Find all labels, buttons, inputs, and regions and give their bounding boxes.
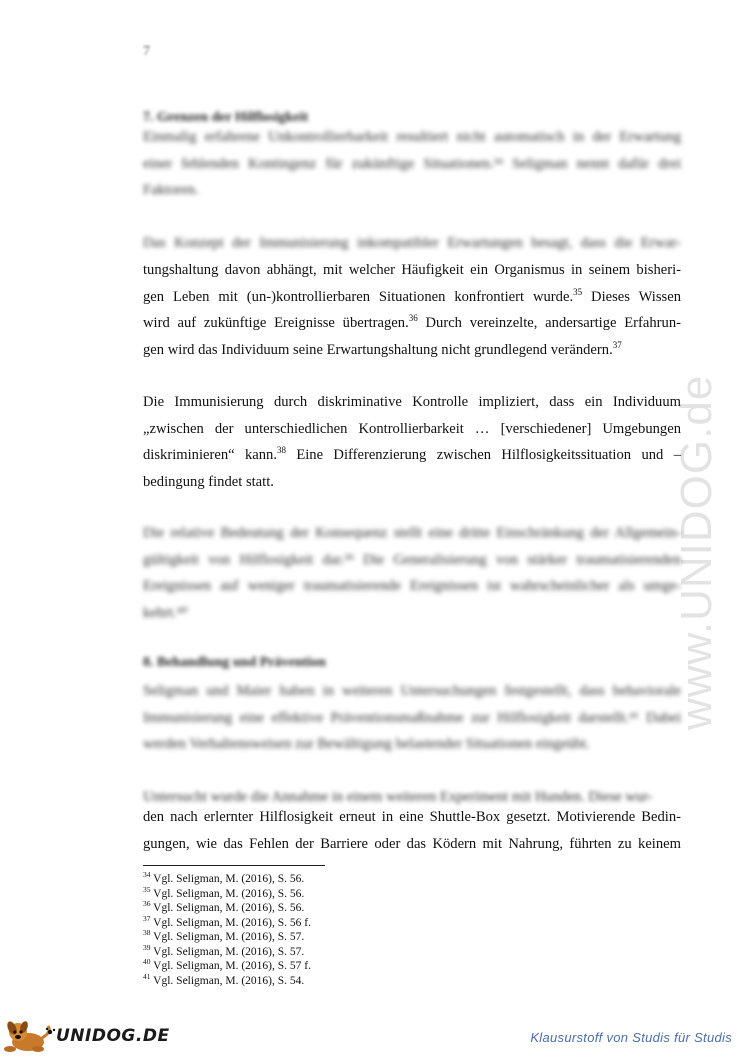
text-line: Faktoren. — [143, 182, 199, 198]
text-line: Die Immunisierung durch diskriminative Kontrolle impliziert, dass ein Individuum — [143, 394, 681, 410]
footnote-ref-35[interactable]: 35 — [573, 286, 583, 297]
page-number: 7 — [143, 44, 150, 59]
footnote-divider — [143, 865, 325, 866]
text-line: Immunisierung eine effektive Präventionsmaßnahme zur Hilflosigkeit darstellt.⁴¹ Dabei — [143, 709, 681, 726]
footnote-text: Vgl. Seligman, M. (2016), S. 57. — [150, 931, 305, 943]
dog-mascot-icon — [4, 1020, 49, 1052]
footnote-text: Vgl. Seligman, M. (2016), S. 56. — [150, 873, 305, 885]
text-line: Ereignissen auf weniger traumatisierende Ereignissen ist wahrscheinlicher als umge- — [143, 578, 681, 594]
footnote — [143, 884, 311, 902]
footnote-text: Vgl. Seligman, M. (2016), S. 57 f. — [150, 960, 311, 972]
text-line: kehrt.⁴⁰ — [143, 604, 188, 621]
footnote-number: 37 — [143, 913, 151, 923]
text-line: einer fehlenden Kontingenz für zukünftige Situationen.³⁴ Seligman nennt dafür drei — [143, 155, 681, 172]
text-line — [143, 337, 681, 364]
section-8-heading: 8. Behandlung und Prävention — [143, 655, 326, 670]
footnote — [143, 913, 311, 931]
footnote-ref-38[interactable]: 38 — [276, 445, 286, 456]
text-line — [143, 310, 681, 337]
footnote-text: Vgl. Seligman, M. (2016), S. 54. — [150, 974, 305, 987]
text-line: Seligman und Maier haben in weiteren Untersuchungen festgestellt, dass behaviorale — [143, 683, 681, 699]
text-segment: Dieses Wissen — [582, 288, 681, 305]
text-line: tungshaltung davon abhängt, mit welcher Häufigkeit ein Organismus in seinem bisheri- — [143, 262, 681, 278]
footnote-text: Vgl. Seligman, M. (2016), S. 56. — [150, 902, 305, 914]
footnote-text: Vgl. Seligman, M. (2016), S. 56 f. — [150, 916, 311, 929]
text-line: Untersucht wurde die Annahme in einem weiteren Experiment mit Hunden. Diese wur- — [143, 789, 653, 805]
text-line — [143, 442, 681, 469]
footnote-number: 36 — [143, 899, 151, 909]
footnote-text: Vgl. Seligman, M. (2016), S. 56. — [150, 887, 305, 900]
text-line: den nach erlernter Hilflosigkeit erneut in eine Shuttle-Box gesetzt. Motivierende Bedin- — [143, 809, 681, 825]
text-line: werden Verhaltensweisen zur Bewältigung belastender Situationen eingeübt. — [143, 736, 590, 752]
footnote — [143, 971, 311, 989]
footnote — [143, 959, 311, 974]
text-line: „zwischen der unterschiedlichen Kontrollierbarkeit … [verschiedener] Umgebungen — [143, 420, 681, 437]
footnote — [143, 930, 311, 945]
footnote-number: 41 — [143, 971, 151, 981]
footnote-number: 35 — [143, 884, 151, 894]
text-line: bedingung findet statt. — [143, 473, 274, 490]
text-line: gungen, wie das Fehlen der Barriere oder das Ködern mit Nahrung, führten zu keinem — [143, 835, 681, 852]
text-segment: Eine Differenzierung zwischen Hilflosigkeitssituation und – — [285, 447, 681, 463]
footnote-number: 40 — [143, 957, 151, 967]
text-line: Die relative Bedeutung der Konsequenz stellt eine dritte Einschränkung der Allgemein- — [143, 525, 681, 541]
footnote-text: Vgl. Seligman, M. (2016), S. 57. — [150, 945, 305, 958]
logo-text[interactable]: UNIDOG.DE — [56, 1026, 170, 1046]
footnote — [143, 872, 311, 887]
text-segment: gen Leben mit (un-)kontrollierbaren Situationen konfrontiert wurde. — [143, 288, 574, 305]
text-line: Das Konzept der Immunisierung inkompatibler Erwartungen besagt, dass die Erwar- — [143, 235, 681, 251]
footnotes-list — [143, 872, 311, 988]
paragraph-diskriminative-kontrolle — [143, 389, 681, 495]
footnote-ref-36[interactable]: 36 — [408, 313, 418, 324]
text-segment: Durch vereinzelte, andersartige Erfahrun- — [417, 315, 681, 331]
paragraph-immunisierung — [143, 257, 681, 363]
footnote — [143, 901, 311, 916]
footnote-number: 34 — [143, 870, 151, 880]
watermark: www.UNIDOG.de — [672, 374, 721, 730]
paragraph-1-blurred-line — [143, 230, 681, 257]
footnote-number: 38 — [143, 928, 151, 938]
paragraph-shuttle-box — [143, 804, 681, 857]
section-8-intro — [143, 678, 681, 758]
text-segment: diskriminieren“ kann. — [143, 447, 277, 463]
footnote — [143, 942, 311, 960]
section-7-heading: 7. Grenzen der Hilflosigkeit — [143, 110, 309, 125]
text-segment: gen wird das Individuum seine Erwartungshaltung nicht grundlegend verändern. — [143, 341, 613, 358]
section-7-intro — [143, 124, 681, 204]
text-line: Einmalig erfahrene Unkontrollierbarkeit resultiert nicht automatisch in der Erwartung — [143, 129, 681, 145]
text-segment: wird auf zukünftige Ereignisse übertragen. — [143, 315, 409, 331]
footnote-number: 39 — [143, 942, 151, 952]
text-line — [143, 284, 681, 311]
footnote-ref-37[interactable]: 37 — [612, 339, 622, 350]
text-line: gültigkeit von Hilflosigkeit dar.³⁹ Die Generalisierung von stärker traumatisierenden — [143, 551, 681, 568]
paragraph-relative-bedeutung — [143, 520, 681, 626]
footer-slogan: Klausurstoff von Studis für Studis — [530, 1030, 732, 1045]
